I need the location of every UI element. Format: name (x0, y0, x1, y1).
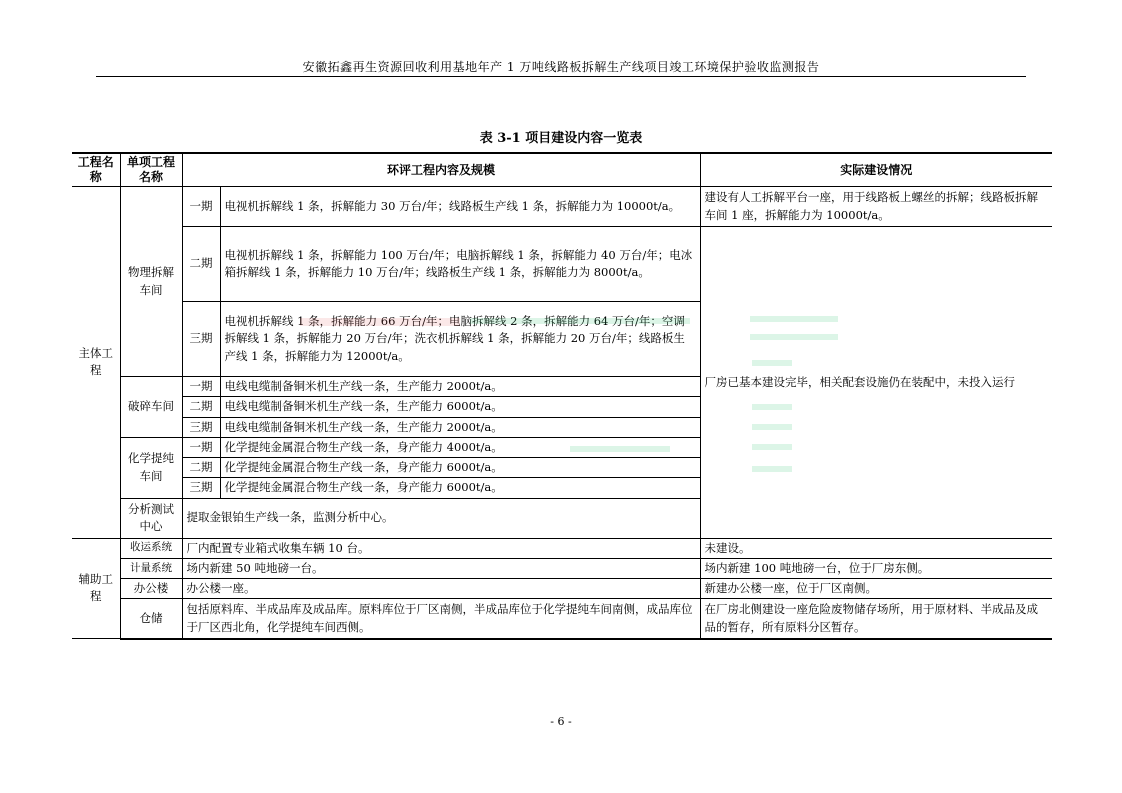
actual-cell: 建设有人工拆解平台一座，用于线路板上螺丝的拆解；线路板拆解车间 1 座，拆解能力为 10000t/a。 (700, 187, 1052, 227)
content-cell: 电视机拆解线 1 条，拆解能力 100 万台/年；电脑拆解线 1 条，拆解能力 40 万台/年；电冰箱拆解线 1 条，拆解能力 10 万台/年；线路板生产线 1 条，拆解能力为 8000t/a。 (220, 227, 700, 302)
phase-cell: 一期 (182, 187, 220, 227)
content-cell: 电线电缆制备铜米机生产线一条，生产能力 6000t/a。 (220, 397, 700, 417)
table-header-row (72, 153, 1052, 187)
table-row (72, 227, 1052, 302)
actual-cell: 未建设。 (700, 538, 1052, 558)
table-row (72, 187, 1052, 227)
auxiliary-engineering-cell: 辅助工程 (72, 538, 120, 639)
content-cell: 电线电缆制备铜米机生产线一条，生产能力 2000t/a。 (220, 377, 700, 397)
table-row (72, 558, 1052, 578)
phase-cell: 二期 (182, 458, 220, 478)
header-project-name: 工程名称 (72, 153, 120, 187)
highlight-artifact (752, 466, 792, 472)
page-number: - 6 - (550, 715, 572, 728)
construction-content-table (72, 152, 1052, 640)
content-cell: 化学提纯金属混合物生产线一条，身产能力 6000t/a。 (220, 478, 700, 498)
phase-cell: 三期 (182, 417, 220, 437)
highlight-artifact (752, 360, 792, 366)
highlight-artifact (570, 446, 670, 452)
highlight-artifact (752, 404, 792, 410)
actual-cell: 场内新建 100 吨地磅一台，位于厂房东侧。 (700, 558, 1052, 578)
phase-cell: 三期 (182, 478, 220, 498)
analysis-center-cell: 分析测试中心 (120, 498, 182, 538)
content-cell: 化学提纯金属混合物生产线一条，身产能力 6000t/a。 (220, 458, 700, 478)
actual-cell: 新建办公楼一座，位于厂区南侧。 (700, 579, 1052, 599)
phase-cell: 二期 (182, 227, 220, 302)
table-row (72, 579, 1052, 599)
main-engineering-cell: 主体工程 (72, 187, 120, 539)
phase-cell: 一期 (182, 437, 220, 457)
item-name-cell: 收运系统 (120, 538, 182, 558)
item-name-cell: 办公楼 (120, 579, 182, 599)
physical-dismantling-cell: 物理拆解车间 (120, 187, 182, 377)
phase-cell: 一期 (182, 377, 220, 397)
content-cell: 电视机拆解线 1 条，拆解能力 30 万台/年；线路板生产线 1 条，拆解能力为 10000t/a。 (220, 187, 700, 227)
phase-cell: 三期 (182, 302, 220, 377)
table-row (72, 538, 1052, 558)
content-cell: 电线电缆制备铜米机生产线一条，生产能力 2000t/a。 (220, 417, 700, 437)
highlight-artifact (750, 334, 838, 340)
table-row (72, 599, 1052, 639)
phase-cell: 二期 (182, 397, 220, 417)
highlight-artifact (750, 316, 838, 322)
highlight-artifact (752, 444, 792, 450)
page-header: 安徽拓鑫再生资源回收利用基地年产 1 万吨线路板拆解生产线项目竣工环境保护验收监测报告 (302, 60, 820, 74)
content-cell: 厂内配置专业箱式收集车辆 10 台。 (182, 538, 700, 558)
highlight-artifact (752, 424, 792, 430)
item-name-cell: 计量系统 (120, 558, 182, 578)
content-cell: 包括原料库、半成品库及成品库。原料库位于厂区南侧，半成品库位于化学提纯车间南侧，成品库位于厂区西北角，化学提纯车间西侧。 (182, 599, 700, 639)
highlight-artifact (300, 318, 460, 326)
content-cell: 提取金银铂生产线一条，监测分析中心。 (182, 498, 700, 538)
header-item-name: 单项工程名称 (120, 153, 182, 187)
content-cell: 办公楼一座。 (182, 579, 700, 599)
header-rule (96, 76, 1026, 77)
content-cell: 电视机拆解线 1 条，拆解能力 66 万台/年；电脑拆解线 2 条，拆解能力 64 万台/年；空调拆解线 1 条，拆解能力 20 万台/年；洗衣机拆解线 1 条，拆解能力 20 万台/年；线路板生产线 1 条，拆解能力为 12000t/a。 (220, 302, 700, 377)
highlight-artifact (470, 318, 690, 324)
chemical-purification-cell: 化学提纯车间 (120, 437, 182, 498)
crushing-workshop-cell: 破碎车间 (120, 377, 182, 438)
shared-actual-cell: 厂房已基本建设完毕，相关配套设施仍在装配中，未投入运行 (700, 227, 1052, 539)
content-cell: 场内新建 50 吨地磅一台。 (182, 558, 700, 578)
item-name-cell: 仓储 (120, 599, 182, 639)
content-cell: 化学提纯金属混合物生产线一条，身产能力 4000t/a。 (220, 437, 700, 457)
header-actual-construction: 实际建设情况 (700, 153, 1052, 187)
header-eia-content: 环评工程内容及规模 (182, 153, 700, 187)
table-caption: 表 3-1 项目建设内容一览表 (479, 131, 643, 146)
actual-cell: 在厂房北侧建设一座危险废物储存场所，用于原材料、半成品及成品的暂存，所有原料分区暂存。 (700, 599, 1052, 639)
